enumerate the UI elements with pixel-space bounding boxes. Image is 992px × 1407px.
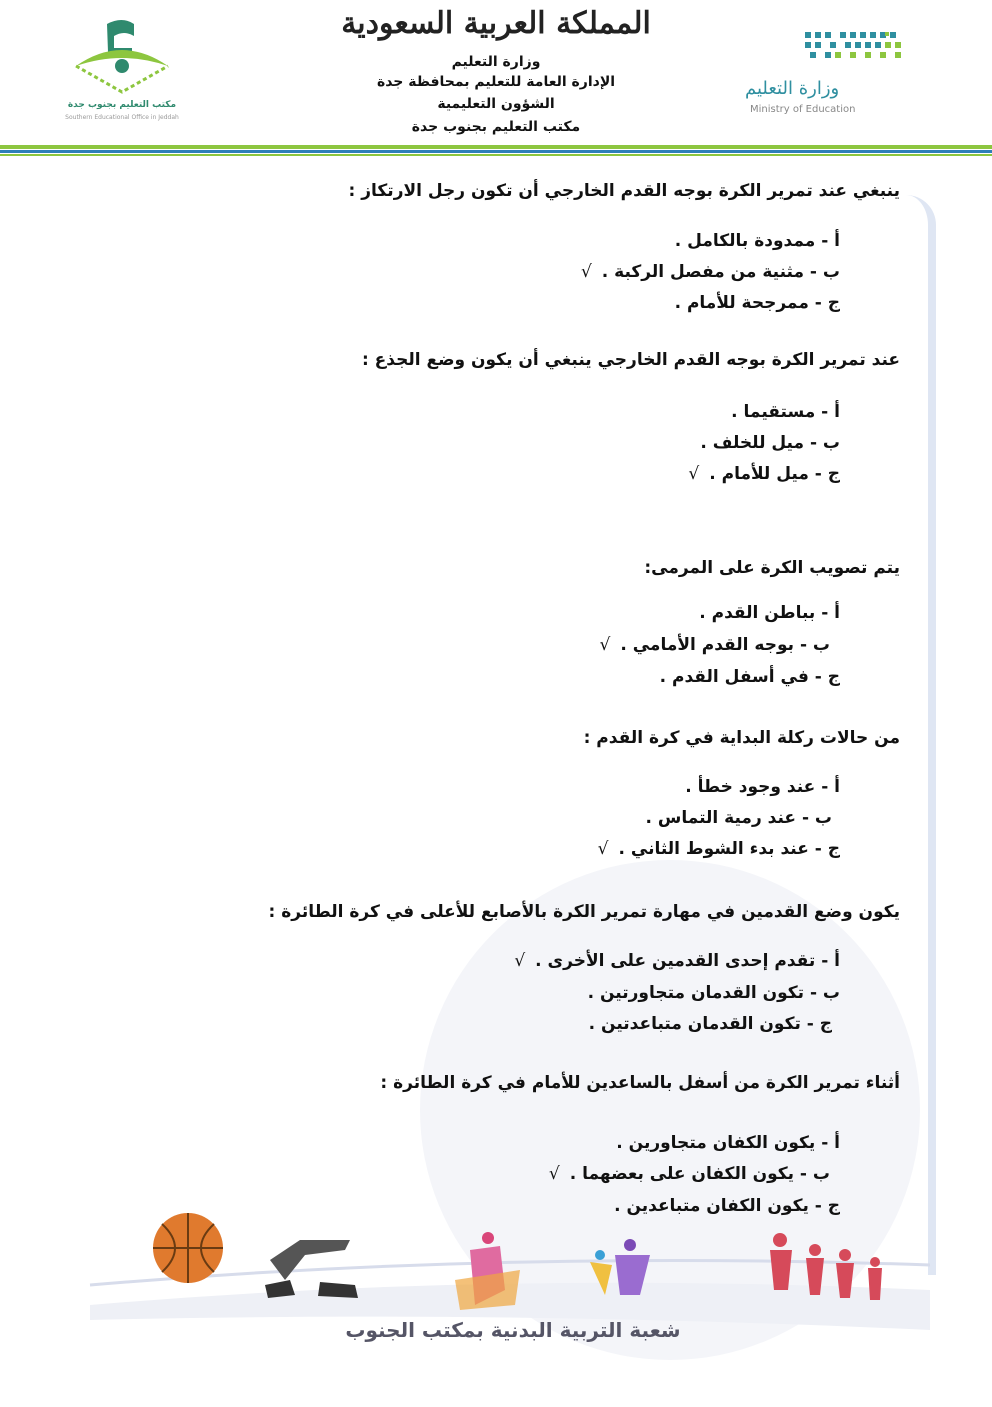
option-label: ج - ميل للأمام . [709, 464, 840, 484]
answer-checkmark: √ [580, 262, 592, 282]
question-text: ينبغي عند تمرير الكرة بوجه القدم الخارجي أن تكون رجل الارتكاز : [348, 181, 900, 201]
option-item [579, 1014, 832, 1034]
option-item [549, 1164, 830, 1184]
option-label: ج - يكون الكفان متباعدين . [614, 1196, 840, 1216]
option-item [606, 1133, 840, 1153]
answer-checkmark: √ [599, 635, 611, 655]
answer-checkmark: √ [514, 951, 526, 971]
option-item [598, 839, 840, 859]
option-label: أ - تقدم إحدى القدمين على الأخرى . [535, 951, 840, 971]
option-item [665, 231, 840, 251]
option-label: أ - ممدودة بالكامل . [674, 231, 840, 251]
footer-department-label: شعبة التربية البدنية بمكتب الجنوب [345, 1318, 681, 1342]
option-label: ب - تكون القدمان متجاورتين . [587, 983, 840, 1003]
question-text: أثناء تمرير الكرة من أسفل بالساعدين للأمام في كرة الطائرة : [380, 1073, 900, 1093]
option-label: ب - يكون الكفان على بعضهما . [569, 1164, 830, 1184]
option-label: ب - بوجه القدم الأمامي . [620, 635, 830, 655]
answer-checkmark: √ [548, 1164, 560, 1184]
option-label: ج - ممرجحة للأمام . [674, 293, 840, 313]
sports-illustration-icon [0, 1210, 992, 1403]
option-item [675, 777, 840, 797]
kingdom-title: المملكة العربية السعودية [341, 6, 651, 41]
option-item [689, 603, 840, 623]
header-line-affairs: الشؤون التعليمية [437, 96, 555, 112]
sports-footer-banner [0, 1210, 992, 1403]
option-label: أ - مستقيما . [731, 402, 840, 422]
volleyball-player-icon [455, 1232, 520, 1310]
option-item [581, 262, 840, 282]
left-logo-caption: مكتب التعليم بجنوب جدة [67, 100, 177, 110]
moe-arabic-name: وزارة التعليم [745, 78, 840, 99]
option-label: ب - ميل للخلف . [700, 433, 840, 453]
option-item [688, 464, 840, 484]
header-line-ministry: وزارة التعليم [451, 54, 541, 70]
option-item [600, 635, 830, 655]
moe-english-name: Ministry of Education [750, 104, 856, 115]
option-label: أ - بباطن القدم . [699, 603, 840, 623]
answer-checkmark: √ [688, 464, 700, 484]
option-label: أ - يكون الكفان متجاورين . [616, 1133, 840, 1153]
question-text: يكون وضع القدمين في مهارة تمرير الكرة بالأصابع للأعلى في كرة الطائرة : [268, 902, 900, 922]
question-text: من حالات ركلة البداية في كرة القدم : [583, 728, 900, 748]
option-item [721, 402, 840, 422]
option-item [635, 808, 832, 828]
basketball-icon [153, 1213, 223, 1283]
header-line-directorate: الإدارة العامة للتعليم بمحافظة جدة [376, 74, 616, 90]
header-line-office: مكتب التعليم بجنوب جدة [411, 119, 581, 135]
option-item [578, 983, 840, 1003]
option-label: أ - عند وجود خطأ . [685, 777, 840, 797]
option-label: ب - عند رمية التماس . [645, 808, 832, 828]
option-label: ب - مثنية من مفصل الركبة . [601, 262, 840, 282]
option-item [665, 293, 840, 313]
option-item [690, 433, 840, 453]
left-logo-subcaption: Southern Educational Office in Jeddah [65, 114, 179, 121]
option-item [514, 951, 840, 971]
option-item [650, 667, 840, 687]
question-text: يتم تصويب الكرة على المرمى: [644, 558, 900, 578]
option-label: ج - تكون القدمان متباعدتين . [588, 1014, 832, 1034]
question-text: عند تمرير الكرة بوجه القدم الخارجي ينبغي أن يكون وضع الجذع : [361, 350, 900, 370]
option-label: ج - عند بدء الشوط الثاني . [618, 839, 840, 859]
option-label: ج - في أسفل القدم . [659, 667, 840, 687]
answer-checkmark: √ [597, 839, 609, 859]
